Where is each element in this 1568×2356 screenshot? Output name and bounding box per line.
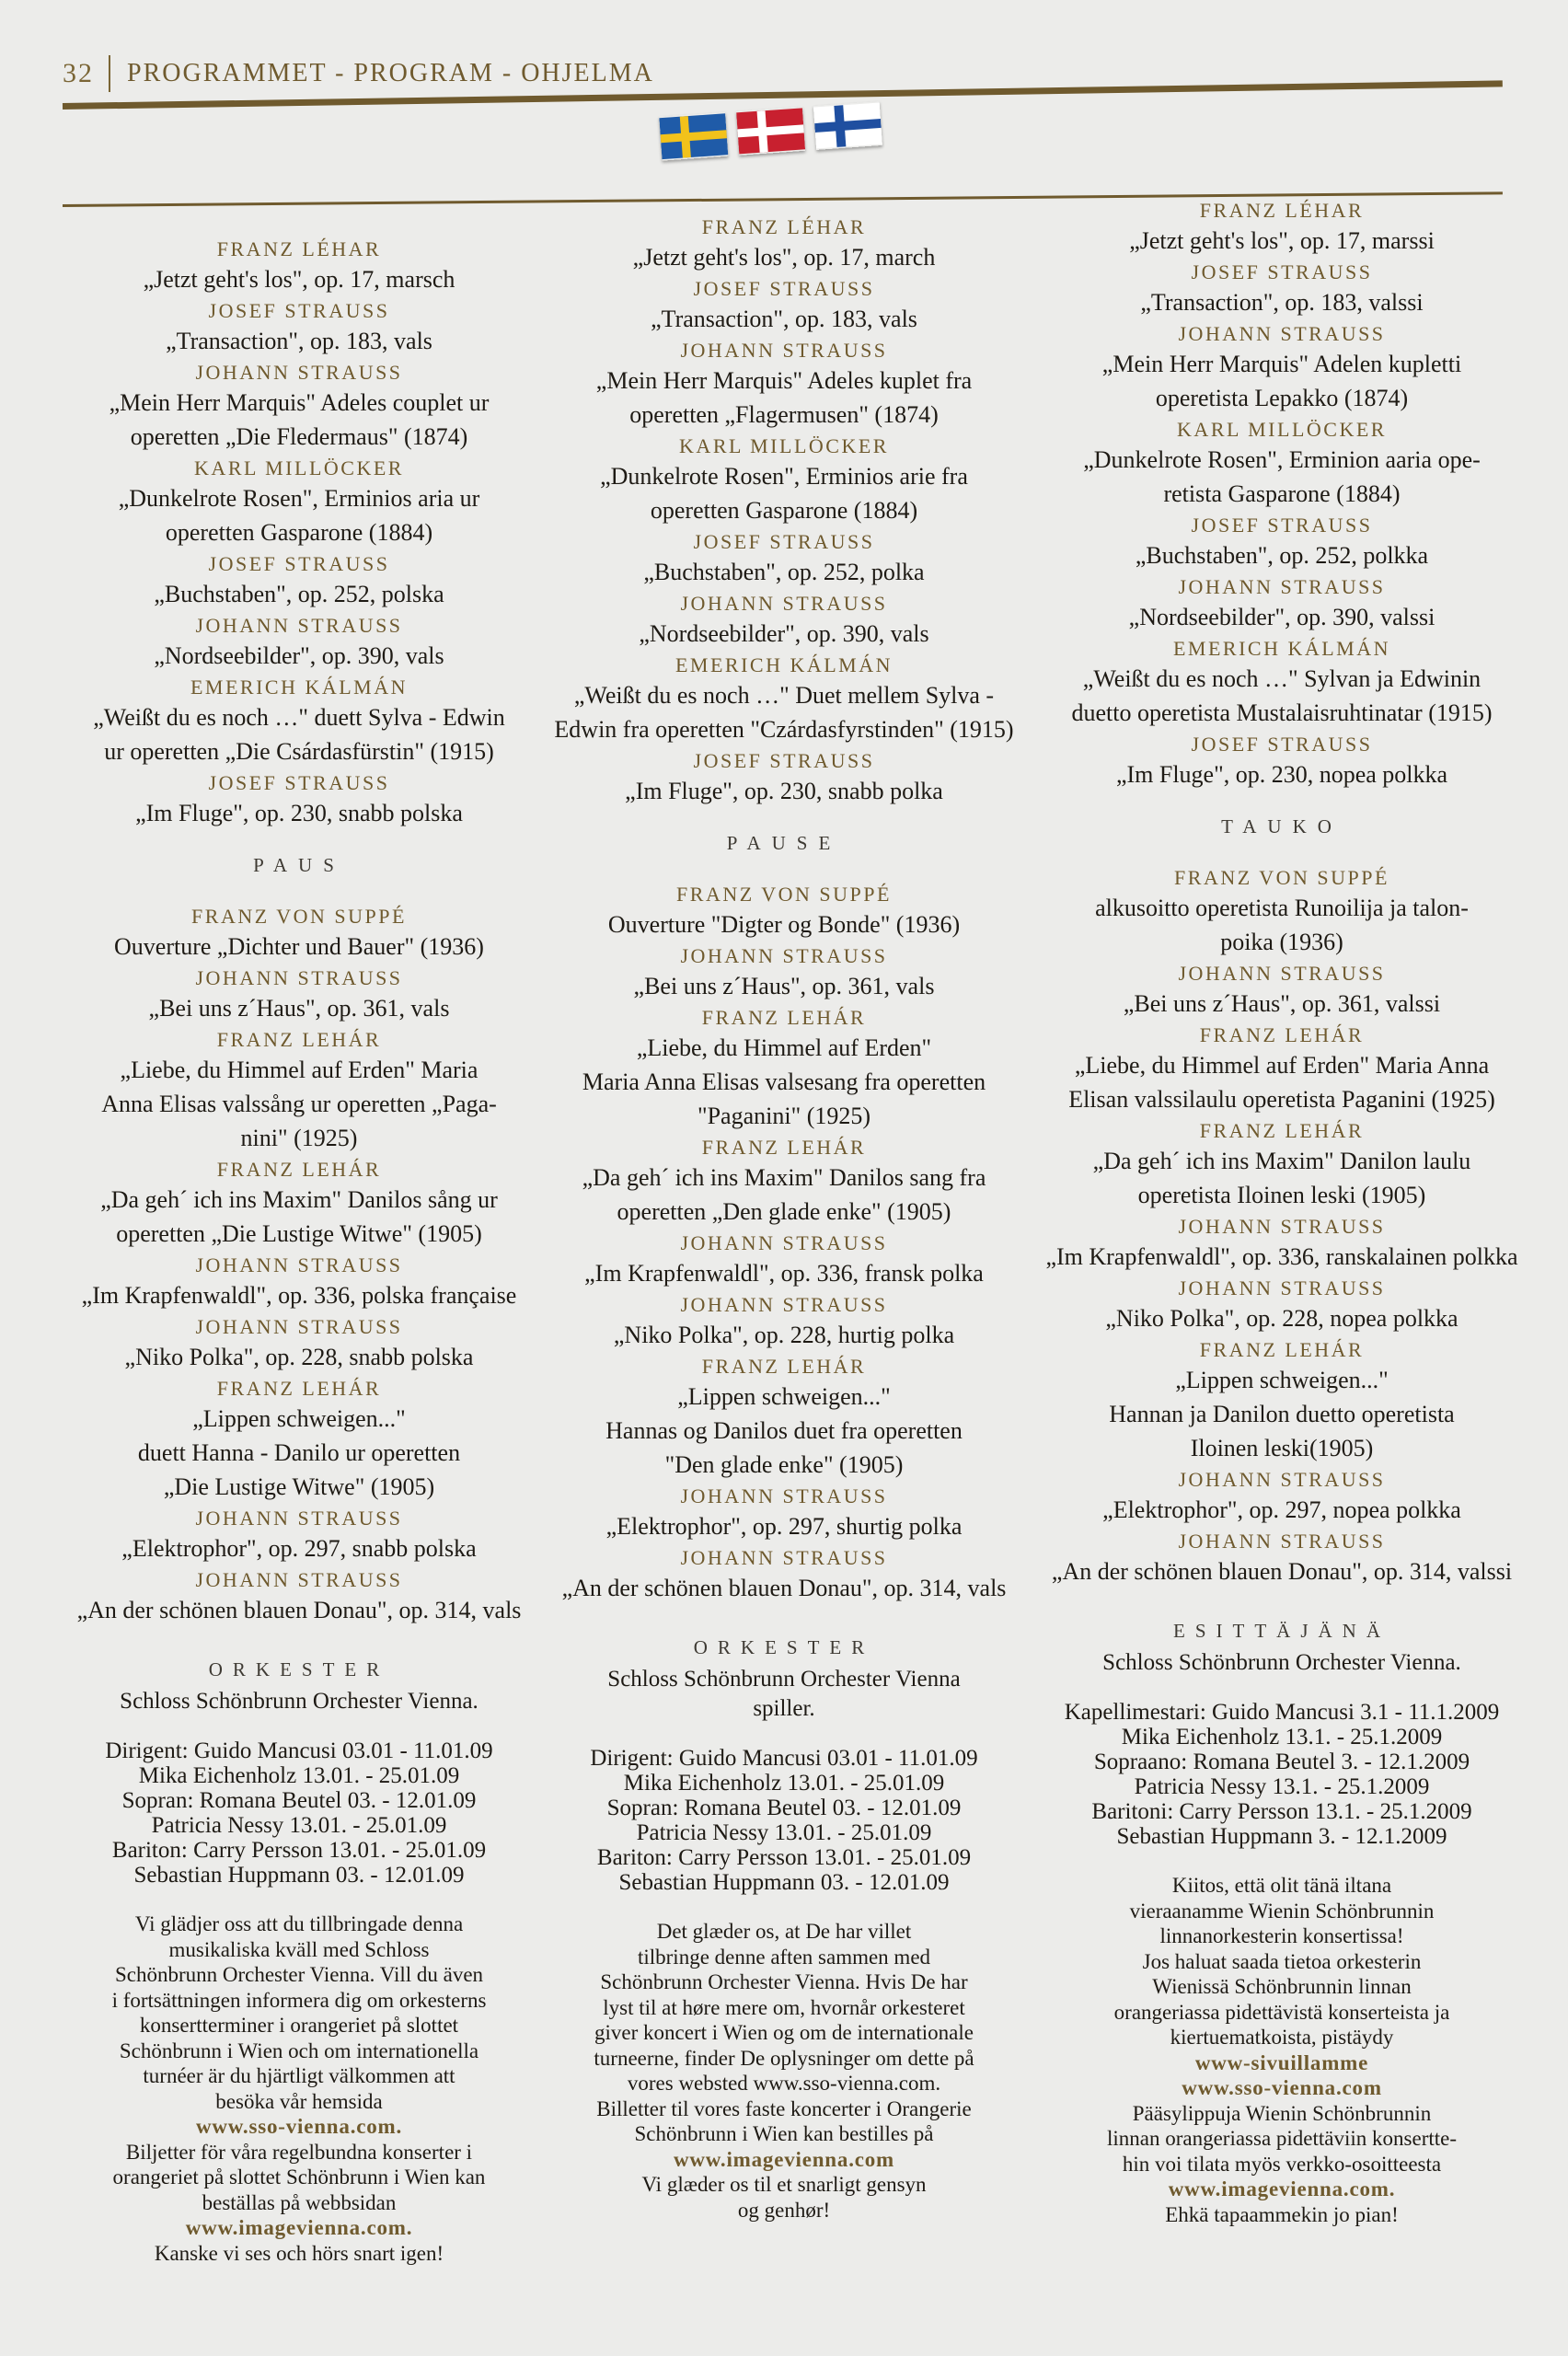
composer-name: FRANZ LEHÁR — [1199, 1338, 1365, 1361]
composer-name: JOHANN STRAUSS — [195, 361, 403, 384]
sweden-flag — [659, 112, 728, 161]
website-link: www.imagevienna.com. — [1168, 2177, 1396, 2200]
program-part-one — [55, 236, 543, 829]
closing-line: Schönbrunn i Wien och om internationella — [119, 2038, 479, 2062]
program-entry — [1038, 960, 1526, 1020]
work-title: operetten „Den glade enke" (1905) — [617, 1198, 951, 1225]
program-part-two — [1038, 864, 1526, 1588]
work-title: „An der schönen blauen Donau", op. 314, valssi — [1051, 1558, 1513, 1585]
program-part-two — [55, 903, 543, 1626]
finland-flag — [813, 101, 882, 150]
closing-line: Schönbrunn Orchester Vienna. Vill du även — [114, 1963, 484, 1986]
program-entry — [1038, 731, 1526, 791]
work-title: Anna Elisas valssång ur operetten „Paga- — [101, 1091, 497, 1117]
composer-name: JOHANN STRAUSS — [680, 592, 888, 615]
composer-name: JOHANN STRAUSS — [1178, 322, 1386, 345]
work-title: „Elektrophor", op. 297, shurtig polka — [605, 1513, 963, 1540]
work-title: operetten Gasparone (1884) — [650, 497, 918, 524]
program-entry — [540, 881, 1028, 941]
website-link: www.sso-vienna.com — [1182, 2076, 1382, 2099]
work-title: „Mein Herr Marquis" Adelen kupletti — [1101, 351, 1462, 377]
program-entry — [1038, 1022, 1526, 1115]
orchestra-name: Schloss Schönbrunn Orchester Vienna — [607, 1667, 961, 1692]
work-title: „Niko Polka", op. 228, snabb polska — [124, 1344, 474, 1370]
program-entry — [540, 1544, 1028, 1604]
composer-name: JOSEF STRAUSS — [208, 771, 390, 794]
work-title: „Transaction", op. 183, vals — [166, 328, 432, 354]
performer-line: Baritoni: Carry Persson 13.1. - 25.1.2009 — [1091, 1799, 1472, 1824]
work-title: operetista Iloinen leski (1905) — [1137, 1182, 1426, 1208]
program-part-one — [1038, 197, 1526, 791]
composer-name: FRANZ LÉHAR — [1199, 199, 1365, 222]
closing-line: linnanorkesterin konsertissa! — [1159, 1924, 1404, 1947]
program-entry — [1038, 1213, 1526, 1273]
performer-line: Mika Eichenholz 13.01. - 25.01.09 — [138, 1763, 460, 1788]
composer-name: JOSEF STRAUSS — [693, 277, 875, 300]
work-title: „Im Krapfenwaldl", op. 336, ranskalainen polkka — [1045, 1243, 1518, 1270]
work-title: Edwin fra operetten "Czárdasfyrstinden" (1915) — [554, 716, 1014, 743]
performer-line: Kapellimestari: Guido Mancusi 3.1 - 11.1.2009 — [1064, 1700, 1500, 1725]
work-title: „An der schönen blauen Donau", op. 314, vals — [76, 1597, 522, 1623]
performer-line: Sopran: Romana Beutel 03. - 12.01.09 — [606, 1796, 962, 1820]
performer-line: Mika Eichenholz 13.01. - 25.01.09 — [623, 1771, 945, 1796]
work-title: „Elektrophor", op. 297, nopea polkka — [1102, 1496, 1461, 1523]
closing-line: Ehkä tapaammekin jo pian! — [1165, 2202, 1399, 2226]
work-title: „Im Fluge", op. 230, snabb polka — [625, 778, 943, 804]
work-title: Ouverture „Dichter und Bauer" (1936) — [114, 933, 484, 960]
program-entry — [1038, 864, 1526, 958]
work-title: „Liebe, du Himmel auf Erden" Maria Anna — [1074, 1052, 1490, 1079]
page-title: PROGRAMMET - PROGRAM - OHJELMA — [127, 59, 654, 87]
closing-line: beställas på webbsidan — [202, 2190, 397, 2214]
composer-name: FRANZ LEHÁR — [216, 1158, 382, 1181]
closing-message — [1038, 1873, 1526, 2227]
work-title: „Im Krapfenwaldl", op. 336, fransk polka — [584, 1260, 984, 1287]
work-title: duett Hanna - Danilo ur operetten — [137, 1439, 461, 1466]
composer-name: JOHANN STRAUSS — [195, 1507, 403, 1530]
work-title: „Lippen schweigen..." — [192, 1405, 406, 1432]
program-entry — [55, 236, 543, 295]
work-title: operetten Gasparone (1884) — [165, 519, 433, 546]
closing-line: hin voi tilata myös verkko-osoitteesta — [1122, 2152, 1442, 2176]
work-title: „Dunkelrote Rosen", Erminios aria ur — [118, 485, 480, 512]
website-link: www.sso-vienna.com. — [195, 2115, 403, 2138]
work-title: „Lippen schweigen..." — [1175, 1367, 1389, 1393]
work-title: „Lippen schweigen..." — [677, 1383, 891, 1410]
work-title: „Nordseebilder", op. 390, valssi — [1128, 604, 1435, 630]
work-title: „Jetzt geht's los", op. 17, march — [632, 244, 936, 271]
composer-name: JOHANN STRAUSS — [1178, 1468, 1386, 1491]
performer-list — [1038, 1700, 1526, 1849]
composer-name: FRANZ LÉHAR — [216, 237, 382, 260]
work-title: „Jetzt geht's los", op. 17, marssi — [1129, 227, 1435, 254]
closing-line: tilbringe denne aften sammen med — [637, 1945, 931, 1969]
work-title: nini" (1925) — [240, 1125, 358, 1151]
composer-name: FRANZ LEHÁR — [1199, 1023, 1365, 1046]
program-entry — [55, 612, 543, 672]
composer-name: JOSEF STRAUSS — [208, 299, 390, 322]
work-title: „Die Lustige Witwe" (1905) — [163, 1473, 435, 1500]
closing-message — [540, 1919, 1028, 2223]
program-entry — [540, 747, 1028, 807]
work-title: alkusoitto operetista Runoilija ja talon- — [1095, 895, 1469, 921]
work-title: „Bei uns z´Haus", op. 361, valssi — [1123, 990, 1441, 1017]
program-entry — [55, 769, 543, 829]
performer-line: Sebastian Huppmann 03. - 12.01.09 — [618, 1870, 950, 1895]
program-part-two — [540, 881, 1028, 1604]
orchestra-name: Schloss Schönbrunn Orchester Vienna. — [1102, 1650, 1461, 1675]
program-entry — [540, 942, 1028, 1002]
program-entry — [540, 528, 1028, 588]
program-entry — [1038, 320, 1526, 414]
program-entry — [55, 1252, 543, 1311]
program-part-one — [540, 214, 1028, 807]
work-title: „Buchstaben", op. 252, polka — [643, 559, 925, 585]
work-title: operetten „Flagermusen" (1874) — [629, 401, 939, 428]
closing-line: Pääsylippuja Wienin Schönbrunnin — [1132, 2101, 1432, 2125]
work-title: „Niko Polka", op. 228, hurtig polka — [613, 1322, 955, 1348]
program-entry — [540, 1483, 1028, 1542]
closing-line: orangeriet på slottet Schönbrunn i Wien kan — [112, 2165, 486, 2189]
closing-line: Wienissä Schönbrunnin linnan — [1152, 1975, 1412, 1998]
program-entry — [540, 1353, 1028, 1481]
program-entry — [55, 550, 543, 610]
program-entry — [540, 1230, 1028, 1289]
website-link: www-sivuillamme — [1194, 2050, 1369, 2074]
composer-name: FRANZ LEHÁR — [1199, 1119, 1365, 1142]
work-title: „Weißt du es noch …" duett Sylva - Edwin — [93, 704, 505, 731]
program-entry — [540, 275, 1028, 335]
program-entry — [540, 337, 1028, 431]
composer-name: JOHANN STRAUSS — [680, 944, 888, 967]
program-entry — [55, 674, 543, 768]
work-title: „Dunkelrote Rosen", Erminios arie fra — [600, 463, 968, 490]
composer-name: FRANZ VON SUPPÉ — [1174, 866, 1389, 889]
work-title: „Da geh´ ich ins Maxim" Danilos sang fra — [582, 1164, 986, 1191]
denmark-flag — [736, 107, 805, 156]
orchestra-heading: ORKESTER — [208, 1658, 390, 1680]
intermission-label: PAUSE — [726, 832, 842, 854]
program-entry — [1038, 416, 1526, 510]
composer-name: JOHANN STRAUSS — [1178, 1215, 1386, 1238]
composer-name: JOHANN STRAUSS — [680, 1231, 888, 1254]
program-entry — [55, 455, 543, 549]
composer-name: JOHANN STRAUSS — [1178, 575, 1386, 598]
program-entry — [1038, 1275, 1526, 1334]
work-title: operetista Lepakko (1874) — [1155, 385, 1409, 411]
performer-line: Dirigent: Guido Mancusi 03.01 - 11.01.09 — [590, 1746, 978, 1771]
closing-line: besöka vår hemsida — [215, 2089, 383, 2113]
work-title: "Den glade enke" (1905) — [664, 1451, 904, 1478]
program-entry — [1038, 1336, 1526, 1464]
work-title: Iloinen leski(1905) — [1190, 1435, 1374, 1461]
closing-line: Kanske vi ses och hörs snart igen! — [154, 2241, 444, 2265]
work-title: Maria Anna Elisas valsesang fra operetten — [582, 1068, 986, 1095]
composer-name: JOHANN STRAUSS — [195, 1568, 403, 1591]
closing-line: Kiitos, että olit tänä iltana — [1171, 1874, 1392, 1897]
closing-line: vieraanamme Wienin Schönbrunnin — [1129, 1899, 1435, 1923]
closing-line: og genhør! — [737, 2198, 831, 2222]
program-entry — [1038, 635, 1526, 729]
work-title: retista Gasparone (1884) — [1163, 480, 1401, 507]
closing-line: musikaliska kväll med Schloss — [168, 1937, 430, 1961]
work-title: „Elektrophor", op. 297, snabb polska — [121, 1535, 477, 1562]
performer-line: Patricia Nessy 13.1. - 25.1.2009 — [1134, 1774, 1430, 1799]
performer-line: Dirigent: Guido Mancusi 03.01 - 11.01.09 — [105, 1738, 493, 1763]
page-number: 32 — [63, 58, 94, 88]
program-entry — [55, 1026, 543, 1154]
program-entry — [55, 1156, 543, 1250]
performer-line: Sopraano: Romana Beutel 3. - 12.1.2009 — [1093, 1750, 1470, 1774]
composer-name: JOHANN STRAUSS — [680, 339, 888, 362]
composer-name: FRANZ LÉHAR — [701, 215, 867, 238]
work-title: „Nordseebilder", op. 390, vals — [639, 620, 929, 647]
intermission-label: PAUS — [253, 854, 345, 876]
composer-name: EMERICH KÁLMÁN — [190, 676, 409, 699]
closing-line: turnéer är du hjärtligt välkommen att — [143, 2064, 455, 2087]
work-title: „Weißt du es noch …" Duet mellem Sylva - — [573, 682, 995, 709]
composer-name: JOHANN STRAUSS — [195, 1253, 403, 1276]
closing-line: Billetter til vores faste koncerter i Orangerie — [596, 2096, 972, 2120]
program-entry — [1038, 197, 1526, 257]
work-title: „Nordseebilder", op. 390, vals — [154, 642, 444, 669]
composer-name: FRANZ LEHÁR — [216, 1028, 382, 1051]
composer-name: JOHANN STRAUSS — [195, 966, 403, 989]
closing-line: Schönbrunn Orchester Vienna. Hvis De har — [600, 1970, 968, 1993]
program-entry — [55, 1566, 543, 1626]
work-title: „Transaction", op. 183, vals — [651, 306, 917, 332]
program-entry — [55, 903, 543, 963]
program-entry — [540, 214, 1028, 273]
program-entry — [540, 1291, 1028, 1351]
closing-line: linnan orangeriassa pidettäviin konsertte- — [1106, 2127, 1458, 2150]
performer-line: Sebastian Huppmann 3. - 12.1.2009 — [1116, 1824, 1447, 1849]
closing-line: orangeriassa pidettävistä konserteista ja — [1113, 2000, 1450, 2024]
closing-line: lyst til at høre mere om, hvornår orkesteret — [603, 1995, 965, 2019]
closing-line: Det glæder os, at De har villet — [656, 1920, 912, 1943]
work-title: „Buchstaben", op. 252, polska — [154, 581, 444, 607]
program-entry — [55, 297, 543, 357]
work-title: Hannan ja Danilon duetto operetista — [1109, 1401, 1455, 1427]
work-title: Hannas og Danilos duet fra operetten — [605, 1417, 963, 1444]
program-entry — [540, 590, 1028, 650]
composer-name: FRANZ LEHÁR — [216, 1377, 382, 1400]
work-title: „Weißt du es noch …" Sylvan ja Edwinin — [1082, 665, 1482, 692]
composer-name: JOSEF STRAUSS — [1191, 260, 1373, 283]
work-title: „Da geh´ ich ins Maxim" Danilon laulu — [1092, 1148, 1471, 1174]
work-title: „Da geh´ ich ins Maxim" Danilos sång ur — [100, 1186, 498, 1213]
program-entry — [55, 1313, 543, 1373]
orchestra-heading: ORKESTER — [693, 1636, 875, 1658]
work-title: „Buchstaben", op. 252, polkka — [1135, 542, 1429, 569]
composer-name: JOHANN STRAUSS — [680, 1484, 888, 1507]
program-entry — [540, 652, 1028, 745]
work-title: „Niko Polka", op. 228, nopea polkka — [1105, 1305, 1458, 1332]
work-title: "Paganini" (1925) — [697, 1103, 871, 1129]
program-entry — [55, 1505, 543, 1565]
work-title: „Liebe, du Himmel auf Erden" Maria — [120, 1057, 478, 1083]
program-entry — [1038, 1117, 1526, 1211]
composer-name: KARL MILLÖCKER — [194, 456, 404, 479]
performer-list — [55, 1738, 543, 1888]
program-entry — [55, 359, 543, 453]
closing-line: vores websted www.sso-vienna.com. — [627, 2072, 941, 2095]
header-divider — [109, 55, 110, 92]
performer-line: Sopran: Romana Beutel 03. - 12.01.09 — [121, 1788, 477, 1813]
program-column-finnish — [1038, 195, 1526, 2227]
composer-name: JOHANN STRAUSS — [680, 1546, 888, 1569]
work-title: „Im Krapfenwaldl", op. 336, polska française — [81, 1282, 517, 1309]
program-entry — [540, 1134, 1028, 1228]
composer-name: JOSEF STRAUSS — [208, 552, 390, 575]
closing-line: Vi glæder os til et snarligt gensyn — [641, 2173, 927, 2196]
performer-line: Mika Eichenholz 13.1. - 25.1.2009 — [1121, 1725, 1443, 1750]
work-title: „Liebe, du Himmel auf Erden" — [636, 1034, 932, 1061]
program-entry — [1038, 1466, 1526, 1526]
closing-line: turneerne, finder De oplysninger om dette på — [594, 2046, 974, 2070]
composer-name: FRANZ LEHÁR — [701, 1006, 867, 1029]
work-title: „Bei uns z´Haus", op. 361, vals — [148, 995, 450, 1022]
composer-name: FRANZ LEHÁR — [701, 1355, 867, 1378]
composer-name: JOHANN STRAUSS — [1178, 1530, 1386, 1553]
work-title: „Mein Herr Marquis" Adeles couplet ur — [109, 389, 490, 416]
intermission-label: TAUKO — [1221, 815, 1343, 837]
composer-name: JOSEF STRAUSS — [1191, 514, 1373, 537]
work-title: Elisan valssilaulu operetista Paganini (1925) — [1068, 1086, 1495, 1113]
program-entry — [55, 964, 543, 1024]
composer-name: EMERICH KÁLMÁN — [1172, 637, 1391, 660]
composer-name: FRANZ LEHÁR — [701, 1136, 867, 1159]
closing-line: Schönbrunn i Wien kan bestilles på — [634, 2122, 934, 2145]
program-entry — [540, 1004, 1028, 1132]
program-entry — [540, 433, 1028, 526]
composer-name: FRANZ VON SUPPÉ — [676, 883, 892, 906]
performer-line: Sebastian Huppmann 03. - 12.01.09 — [133, 1863, 465, 1888]
program-entry — [1038, 573, 1526, 633]
program-entry — [55, 1375, 543, 1503]
closing-message — [55, 1911, 543, 2266]
work-title: poika (1936) — [1220, 929, 1343, 955]
composer-name: FRANZ VON SUPPÉ — [191, 905, 407, 928]
composer-name: JOHANN STRAUSS — [195, 1315, 403, 1338]
program-column-danish — [540, 212, 1028, 2223]
closing-line: i fortsättningen informera dig om orkesterns — [111, 1988, 487, 2012]
work-title: „Dunkelrote Rosen", Erminion aaria ope- — [1083, 446, 1481, 473]
program-entry — [1038, 1528, 1526, 1588]
orchestra-name: Schloss Schönbrunn Orchester Vienna. — [120, 1689, 478, 1714]
closing-line: Biljetter för våra regelbundna konserter i — [125, 2140, 473, 2164]
work-title: ur operetten „Die Csárdasfürstin" (1915) — [104, 738, 494, 765]
work-title: operetten „Die Fledermaus" (1874) — [130, 423, 468, 450]
composer-name: JOSEF STRAUSS — [1191, 733, 1373, 756]
performer-line: Bariton: Carry Persson 13.01. - 25.01.09 — [111, 1838, 487, 1863]
work-title: „Jetzt geht's los", op. 17, marsch — [143, 266, 455, 293]
composer-name: KARL MILLÖCKER — [1177, 418, 1387, 441]
work-title: duetto operetista Mustalaisruhtinatar (1915) — [1071, 699, 1493, 726]
work-title: „An der schönen blauen Donau", op. 314, vals — [561, 1575, 1007, 1601]
work-title: „Im Fluge", op. 230, snabb polska — [135, 800, 463, 826]
program-entry — [1038, 259, 1526, 318]
composer-name: JOHANN STRAUSS — [1178, 1276, 1386, 1299]
program-column-swedish — [55, 234, 543, 2266]
closing-line: Jos haluat saada tietoa orkesterin — [1142, 1949, 1422, 1973]
work-title: Ouverture "Digter og Bonde" (1936) — [607, 911, 961, 938]
closing-line: konsertterminer i orangeriet på slottet — [139, 2014, 459, 2037]
performer-line: Bariton: Carry Persson 13.01. - 25.01.09 — [596, 1845, 972, 1870]
work-title: „Bei uns z´Haus", op. 361, vals — [633, 973, 935, 999]
composer-name: JOSEF STRAUSS — [693, 530, 875, 553]
composer-name: KARL MILLÖCKER — [679, 434, 889, 457]
closing-line: Vi glädjer oss att du tillbringade denna — [134, 1912, 464, 1935]
composer-name: JOHANN STRAUSS — [680, 1293, 888, 1316]
website-link: www.imagevienna.com. — [185, 2216, 413, 2239]
composer-name: EMERICH KÁLMÁN — [674, 653, 894, 676]
orchestra-heading: ESITTÄJÄNÄ — [1173, 1620, 1390, 1642]
closing-line: giver koncert i Wien og om de internationale — [594, 2021, 974, 2044]
work-title: „Mein Herr Marquis" Adeles kuplet fra — [595, 367, 973, 394]
work-title: „Im Fluge", op. 230, nopea polkka — [1115, 761, 1448, 788]
website-link: www.imagevienna.com — [673, 2147, 895, 2171]
work-title: operetten „Die Lustige Witwe" (1905) — [116, 1220, 482, 1247]
program-entry — [1038, 512, 1526, 572]
composer-name: JOHANN STRAUSS — [1178, 962, 1386, 985]
performer-list — [540, 1746, 1028, 1895]
closing-line: kiertuematkoista, pistäydy — [1170, 2026, 1394, 2049]
language-flags — [659, 100, 893, 171]
work-title: „Transaction", op. 183, valssi — [1140, 289, 1424, 316]
performer-line: Patricia Nessy 13.01. - 25.01.09 — [151, 1813, 447, 1838]
performer-line: Patricia Nessy 13.01. - 25.01.09 — [636, 1820, 932, 1845]
composer-name: JOHANN STRAUSS — [195, 614, 403, 637]
composer-name: JOSEF STRAUSS — [693, 749, 875, 772]
orchestra-name: spiller. — [753, 1696, 815, 1721]
